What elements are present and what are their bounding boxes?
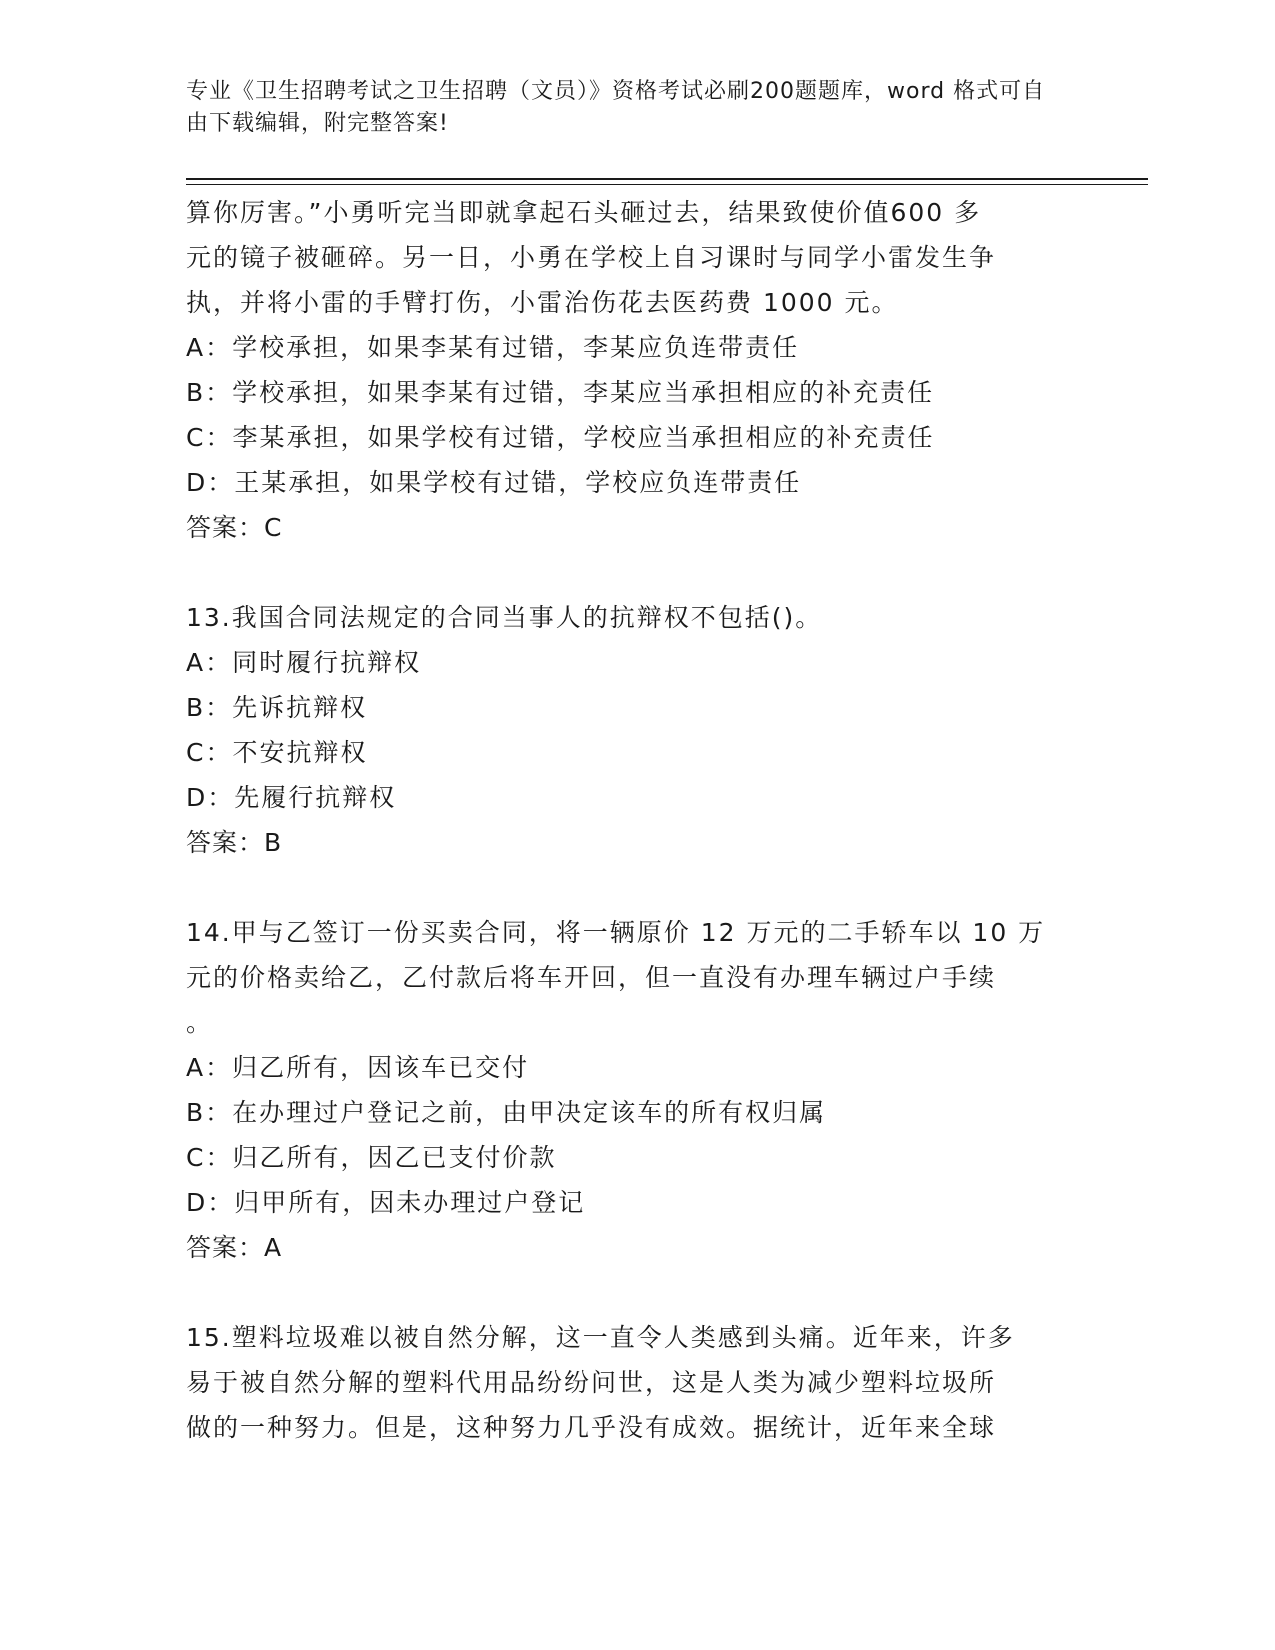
option-b: B：在办理过户登记之前，由甲决定该车的所有权归属 [186, 1098, 827, 1127]
question-13 [186, 595, 1066, 865]
option-a: A：归乙所有，因该车已交付 [186, 1053, 530, 1082]
header-title: 专业《卫生招聘考试之卫生招聘（文员）》资格考试必刷200题题库，word 格式可自由下载编辑，附完整答案! [186, 79, 1046, 136]
document-header [186, 76, 1066, 140]
option-b: B：先诉抗辩权 [186, 693, 368, 722]
answer-line: 答案：A [186, 1233, 283, 1262]
question-14 [186, 910, 1066, 1270]
header-rule-thick [186, 178, 1148, 180]
spacer [186, 1270, 1066, 1315]
document-body [186, 190, 1066, 1450]
spacer [186, 550, 1066, 595]
question-text-line: 元的镜子被砸碎。另一日，小勇在学校上自习课时与同学小雷发生争 [186, 243, 997, 272]
answer-line: 答案：C [186, 513, 283, 542]
option-a: A：学校承担，如果李某有过错，李某应负连带责任 [186, 333, 800, 362]
option-c: C：李某承担，如果学校有过错，学校应当承担相应的补充责任 [186, 423, 935, 452]
question-12-continued [186, 190, 1066, 550]
question-stem: 13.我国合同法规定的合同当事人的抗辩权不包括()。 [186, 603, 823, 632]
question-stem-line: 易于被自然分解的塑料代用品纷纷问世，这是人类为减少塑料垃圾所 [186, 1368, 997, 1397]
option-c: C：归乙所有，因乙已支付价款 [186, 1143, 557, 1172]
option-a: A：同时履行抗辩权 [186, 648, 422, 677]
spacer [186, 865, 1066, 910]
question-stem-line: 做的一种努力。但是，这种努力几乎没有成效。据统计，近年来全球 [186, 1413, 997, 1442]
option-d: D：王某承担，如果学校有过错，学校应负连带责任 [186, 468, 802, 497]
option-c: C：不安抗辩权 [186, 738, 368, 767]
answer-line: 答案：B [186, 828, 283, 857]
question-text-line: 执，并将小雷的手臂打伤，小雷治伤花去医药费 1000 元。 [186, 288, 899, 317]
option-d: D：归甲所有，因未办理过户登记 [186, 1188, 586, 1217]
question-stem-line: 14.甲与乙签订一份买卖合同，将一辆原价 12 万元的二手轿车以 10 万 [186, 918, 1046, 947]
question-text-line: 算你厉害。”小勇听完当即就拿起石头砸过去，结果致使价值600 多 [186, 198, 982, 227]
question-stem-line: 。 [186, 1008, 214, 1037]
header-rule-thin [186, 184, 1148, 185]
option-b: B：学校承担，如果李某有过错，李某应当承担相应的补充责任 [186, 378, 935, 407]
question-15 [186, 1315, 1066, 1450]
question-stem-line: 15.塑料垃圾难以被自然分解，这一直令人类感到头痛。近年来，许多 [186, 1323, 1015, 1352]
question-stem-line: 元的价格卖给乙，乙付款后将车开回，但一直没有办理车辆过户手续 [186, 963, 997, 992]
option-d: D：先履行抗辩权 [186, 783, 397, 812]
